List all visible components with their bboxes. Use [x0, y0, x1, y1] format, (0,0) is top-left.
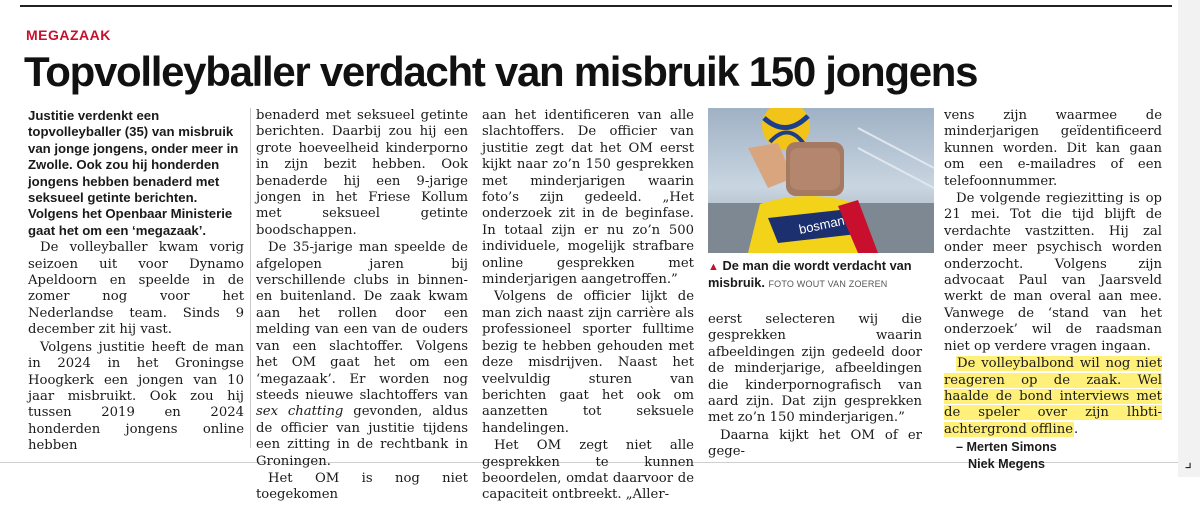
author-byline: – Merten Simons: [956, 440, 1057, 455]
column-1: [28, 108, 244, 456]
body-paragraph: benaderd met seksueel getinte berichten. Daarbij zou hij een grote hoeveelheid kinderporno in zijn bezit hebben. Ook benaderde hij een 9-jarige jongen in het Friese Kollum met seksueel getinte boodschappen.: [256, 108, 468, 238]
body-paragraph: [256, 240, 468, 470]
body-paragraph: Daarna kijkt het OM of er gege-: [708, 427, 922, 460]
body-paragraph: eerst selecteren wij die gesprekken waarin afbeeldingen zijn gedeeld door de minderjarige, afbeeldingen die kinderpornografisch van aard zijn. Dat zijn gesprekken met zo’n 150 minderjarigen.”: [708, 312, 922, 426]
body-paragraph: Het OM is nog niet toegekomen: [256, 470, 468, 503]
emphasis-text: sex chatting: [256, 404, 344, 420]
page-edge: [1178, 0, 1200, 477]
text-run: .: [1074, 421, 1079, 437]
column-divider: [250, 108, 251, 448]
photo-caption: [708, 258, 938, 291]
volleyball-player-illustration: [708, 108, 934, 253]
column-2: [256, 108, 468, 505]
body-paragraph: De volgende regiezitting is op 21 mei. Tot die tijd blijft de verdachte vastzitten. Hij zal onder meer psychisch worden onderzocht. Volgens zijn advocaat Paul van Jaarsveld werkt de man overal aan mee. Vanwege de ‘stand van het onderzoek’ wil de raadsman niet op verdere vragen ingaan.: [944, 191, 1162, 354]
top-rule: [20, 5, 1172, 7]
body-paragraph: Volgens de officier lijkt de man zich naast zijn carrière als professioneel sporter fulltime bezig te hebben gehouden met deze misdrijven. Naast het veelvuldig sturen van berichten gaat het ook om aanzetten tot seksuele handelingen.: [482, 289, 694, 436]
headline: Topvolleyballer verdacht van misbruik 150 jongens: [24, 48, 978, 95]
body-paragraph: De volleyballer kwam vorig seizoen uit voor Dynamo Apeldoorn en speelde in de zomer nog voor het Nederlandse team. Sinds 9 december zit hij vast.: [28, 240, 244, 338]
svg-text:bosman: bosman: [797, 212, 846, 237]
resize-corner-icon: ⌟: [1184, 452, 1192, 471]
author-byline: Niek Megens: [968, 457, 1045, 472]
article-photo: [708, 108, 934, 253]
highlighted-paragraph: [944, 356, 1162, 438]
caption-triangle-icon: ▲: [708, 261, 719, 273]
text-highlight: De volleybalbond wil nog niet reageren op de zaak. Wel haalde de bond interviews met de speler over zijn lhbti-achtergrond offline: [944, 356, 1162, 437]
body-paragraph: Volgens justitie heeft de man in 2024 in het Groningse Hoogkerk een jongen van 10 jaar misbruikt. Ook zou hij tussen 2019 en 2024 honderden jongens online hebben: [28, 339, 244, 454]
section-kicker: MEGAZAAK: [26, 27, 111, 43]
text-run: De 35-jarige man speelde de afgelopen jaren bij verschillende clubs in binnen- en buitenland. De zaak kwam aan het rollen door een melding van een van de ouders van een slachtoffer. Volgens het OM gaat het om een ‘megazaak’. Er worden nog steeds nieuwe slachtoffers van: [256, 240, 468, 403]
body-paragraph: aan het identificeren van alle slachtoffers. De officier van justitie zegt dat het OM eerst kijkt naar zo’n 150 gesprekken met minderjarigen waarin foto’s zijn gedeeld. „Het onderzoek zit in de beginfase. In totaal zijn er nu zo’n 500 individuele, mogelijk strafbare online gesprekken met minderjarigen aangetroffen.”: [482, 108, 694, 288]
column-4: [708, 312, 922, 462]
text-run: gevonden, aldus de officier van justitie tijdens een zitting in de rechtbank in Groningen.: [256, 404, 468, 469]
photo-credit: FOTO WOUT VAN ZOEREN: [768, 279, 888, 289]
caption-text: De man die wordt verdacht van misbruik.: [708, 258, 912, 290]
body-paragraph: vens zijn waarmee de minderjarigen geïdentificeerd kunnen worden. Dit kan gaan om een e-mailadres of een telefoonnummer.: [944, 108, 1162, 189]
column-5: [944, 108, 1162, 473]
intro-lede: Justitie verdenkt een topvolleyballer (35) van misbruik van jonge jongens, onder meer in Zwolle. Ook zou hij honderden jongens hebben benaderd met seksueel getinte berichten. Volgens het Openbaar Ministerie gaat het om een ‘megazaak’.: [28, 108, 239, 238]
body-paragraph: Het OM zegt niet alle gesprekken te kunnen beoordelen, omdat daarvoor de capaciteit ontbreekt. „Aller-: [482, 438, 694, 503]
column-3: [482, 108, 694, 505]
